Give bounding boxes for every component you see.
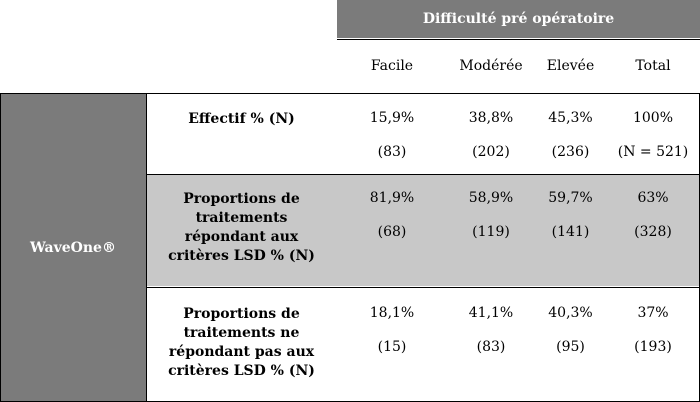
divider bbox=[146, 174, 700, 175]
table-cell: 41,1% (83) bbox=[468, 305, 514, 355]
divider bbox=[0, 93, 1, 402]
table-cell: 59,7% (141) bbox=[548, 190, 593, 240]
table-cell: 100% (N = 521) bbox=[617, 110, 689, 160]
side-label: WaveOne® bbox=[0, 94, 146, 402]
header-group bbox=[337, 0, 700, 38]
divider bbox=[146, 93, 147, 402]
table-cell: 38,8% (202) bbox=[468, 110, 514, 160]
table-cell: 63% (328) bbox=[634, 190, 672, 240]
row-label-repondant: Proportions de traitements répondant aux critères LSD % (N) bbox=[168, 191, 315, 264]
header-group-label: Difficulté pré opératoire bbox=[422, 11, 615, 27]
divider bbox=[146, 287, 700, 288]
table-cell: 37% (193) bbox=[634, 305, 672, 355]
col-header-facile: Facile bbox=[370, 58, 414, 74]
col-header-total: Total bbox=[635, 58, 671, 74]
table-cell: 15,9% (83) bbox=[369, 110, 415, 160]
table-cell: 45,3% (236) bbox=[548, 110, 593, 160]
divider bbox=[337, 39, 700, 40]
divider bbox=[0, 93, 700, 94]
row-label-effectif: Effectif % (N) bbox=[188, 111, 295, 127]
col-header-moderee: Modérée bbox=[459, 58, 523, 74]
row-label-ne-repondant: Proportions de traitements ne répondant pas aux critères LSD % (N) bbox=[168, 306, 315, 379]
col-header-elevee: Elevée bbox=[546, 58, 595, 74]
table-cell: 40,3% (95) bbox=[548, 305, 593, 355]
table-cell: 58,9% (119) bbox=[468, 190, 514, 240]
table-cell: 18,1% (15) bbox=[369, 305, 415, 355]
table-cell: 81,9% (68) bbox=[369, 190, 415, 240]
